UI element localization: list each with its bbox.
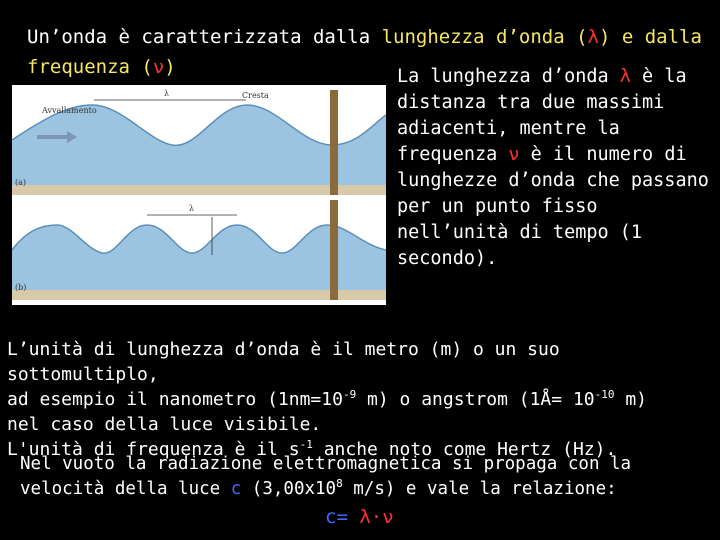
units-line-3: nel caso della luce visibile. — [7, 414, 322, 435]
relation-formula — [325, 506, 394, 528]
units-paragraph — [7, 337, 717, 462]
nu-symbol-2: ν — [508, 144, 520, 165]
title-paren-open: ( — [564, 26, 588, 48]
definition-text-c: è il numero di lunghezze d’onda che passano per un punto fisso nell’unità di tempo (1 secondo). — [397, 144, 709, 269]
units-line-2c: m) — [614, 389, 648, 410]
title-paren-close-2: ) — [164, 56, 176, 78]
speed-line-2a: velocità della luce — [20, 479, 231, 499]
units-line-2a: ad esempio il nanometro (1nm=10 — [7, 389, 343, 410]
wave-figure — [12, 85, 386, 305]
panel-b-label: (b) — [15, 283, 27, 292]
crest-label: Cresta — [242, 91, 269, 100]
speed-line-1: Nel vuoto la radiazione elettromagnetica si propaga con la — [20, 454, 632, 474]
formula-c: c — [325, 506, 337, 528]
title-frequency-term: frequenza — [27, 56, 130, 78]
formula-lambda: λ — [359, 506, 371, 528]
title-paren-close: ) e dalla — [598, 26, 702, 48]
formula-equals: = — [336, 506, 360, 528]
formula-dot: · — [370, 506, 383, 528]
wave-diagram — [12, 85, 386, 305]
measuring-post-b — [330, 200, 338, 300]
speed-line-2 — [20, 477, 710, 502]
definition-text-a: La lunghezza d’onda — [397, 66, 620, 87]
title-text-1: Un’onda è caratterizzata dalla — [27, 26, 382, 48]
speed-line-2c: m/s) e vale la relazione: — [342, 479, 617, 499]
lambda-symbol-2: λ — [619, 66, 631, 87]
title-wavelength-term: lunghezza d’onda — [381, 26, 565, 48]
units-line-1: L’unità di lunghezza d’onda è il metro (m) o un suo sottomultiplo, — [7, 339, 560, 385]
exponent-angstrom: -10 — [594, 388, 615, 401]
units-line-4b: anche noto come Hertz (Hz). — [312, 439, 617, 460]
units-line-2 — [7, 387, 717, 412]
lambda-label-a: λ — [164, 89, 170, 98]
units-line-4a: L'unità di frequenza è il s — [7, 439, 300, 460]
lambda-symbol: λ — [587, 26, 599, 48]
speed-line-2b: (3,00x10 — [241, 479, 337, 499]
formula-nu: ν — [382, 506, 394, 528]
measuring-post — [330, 90, 338, 195]
c-symbol: c — [230, 479, 242, 499]
wavelength-definition — [397, 64, 717, 272]
definition-text-b: è la distanza tra due massimi adiacenti, mentre la frequenza — [397, 66, 687, 165]
speed-of-light-paragraph — [20, 452, 710, 502]
exponent-c: 8 — [336, 477, 343, 491]
exponent-nm: -9 — [342, 388, 357, 401]
lambda-label-b: λ — [189, 204, 195, 213]
panel-a-label: (a) — [15, 178, 27, 187]
exponent-hz: -1 — [299, 438, 313, 451]
nu-symbol: ν — [152, 56, 165, 78]
trough-label: Avvallamento — [42, 106, 97, 115]
units-line-2b: m) o angstrom (1Å= 10 — [356, 389, 595, 410]
title-paren-open-2: ( — [129, 56, 153, 78]
